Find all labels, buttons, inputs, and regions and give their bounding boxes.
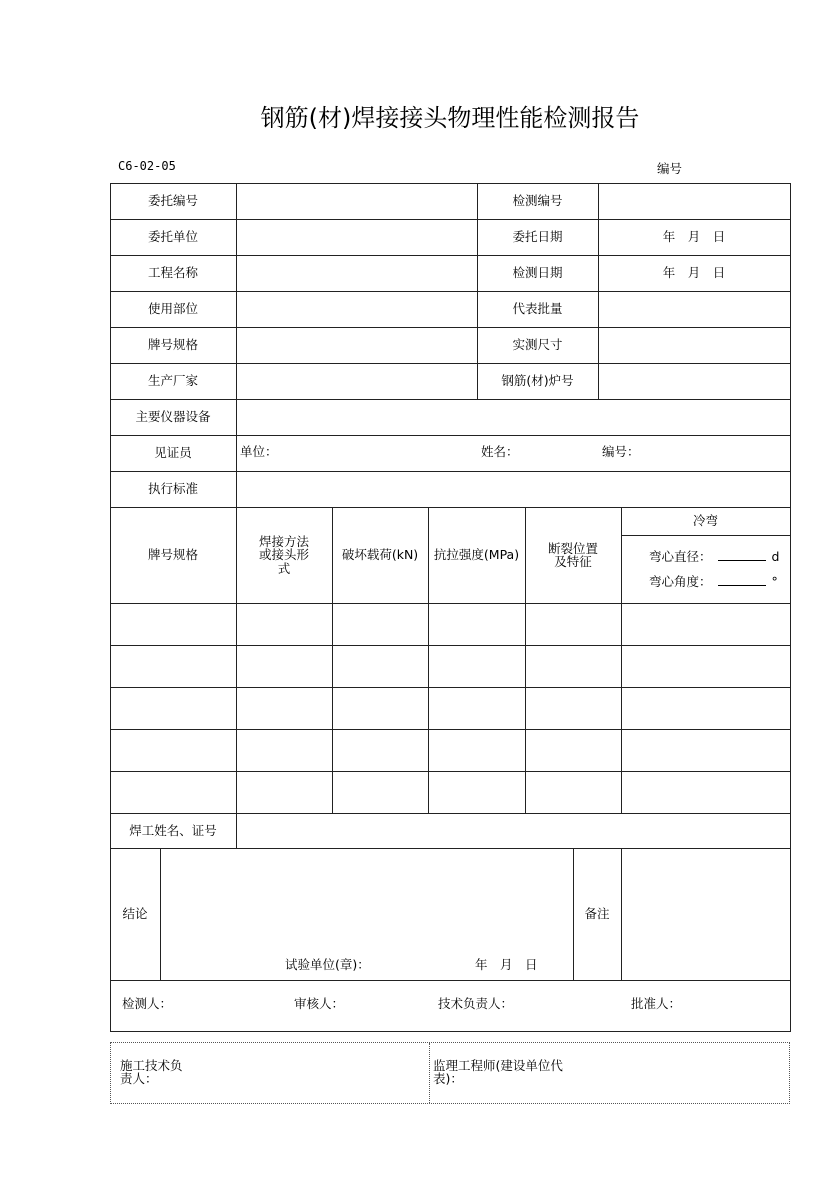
- data-cell[interactable]: [236, 687, 333, 730]
- field-label: 检测日期: [477, 255, 599, 292]
- welder-input[interactable]: [236, 813, 791, 849]
- field-input[interactable]: [236, 363, 478, 400]
- signature-tester: 检测人：: [122, 996, 173, 1011]
- field-value[interactable]: [598, 363, 791, 400]
- field-input[interactable]: [236, 183, 478, 220]
- field-label: 实测尺寸: [477, 327, 599, 364]
- data-cell[interactable]: [110, 645, 237, 688]
- standard-input[interactable]: [236, 471, 791, 508]
- header-method: 焊接方法或接头形式: [236, 507, 333, 604]
- data-cell[interactable]: [428, 645, 526, 688]
- signature-tech: 技术负责人：: [438, 996, 514, 1011]
- data-cell[interactable]: [332, 771, 429, 814]
- remarks-input[interactable]: [621, 848, 791, 981]
- field-value[interactable]: [598, 291, 791, 328]
- witness-label: 见证员: [110, 435, 237, 472]
- data-cell[interactable]: [525, 771, 622, 814]
- conclusion-input[interactable]: [160, 848, 574, 981]
- equipment-label: 主要仪器设备: [110, 399, 237, 436]
- bend-angle-input[interactable]: [718, 575, 766, 586]
- data-cell[interactable]: [236, 771, 333, 814]
- data-cell[interactable]: [525, 645, 622, 688]
- data-cell[interactable]: [621, 603, 791, 646]
- data-cell[interactable]: [621, 645, 791, 688]
- data-cell[interactable]: [525, 687, 622, 730]
- bend-angle-unit: °: [771, 574, 778, 589]
- test-unit-label: 试验单位(章)：: [285, 957, 370, 972]
- field-input[interactable]: [236, 327, 478, 364]
- data-cell[interactable]: [110, 687, 237, 730]
- header-cold-bend: 冷弯: [621, 507, 791, 536]
- standard-label: 执行标准: [110, 471, 237, 508]
- construction-signature: 施工技术负责人：: [120, 1058, 183, 1087]
- data-cell[interactable]: [236, 729, 333, 772]
- header-fracture: 断裂位置及特征: [525, 507, 622, 604]
- data-cell[interactable]: [525, 729, 622, 772]
- bend-diameter-unit: d: [771, 548, 780, 564]
- cold-bend-params: [621, 535, 791, 604]
- witness-row: [236, 435, 791, 472]
- conclusion-date: 年 月 日: [475, 957, 538, 972]
- field-label: 委托日期: [477, 219, 599, 256]
- footer-signatures: [110, 1042, 790, 1104]
- signature-row: [110, 980, 791, 1032]
- field-label: 使用部位: [110, 291, 237, 328]
- field-label: 委托编号: [110, 183, 237, 220]
- data-cell[interactable]: [428, 771, 526, 814]
- header-grade: 牌号规格: [110, 507, 237, 604]
- field-label: 工程名称: [110, 255, 237, 292]
- data-cell[interactable]: [332, 603, 429, 646]
- witness-unit: 单位：: [240, 444, 278, 459]
- witness-name: 姓名：: [481, 444, 519, 459]
- data-cell[interactable]: [621, 687, 791, 730]
- bend-diameter-label: 弯心直径：: [649, 548, 712, 564]
- data-cell[interactable]: [236, 645, 333, 688]
- field-value[interactable]: 年 月 日: [598, 219, 791, 256]
- bend-diameter-input[interactable]: [718, 550, 766, 561]
- field-input[interactable]: [236, 219, 478, 256]
- data-cell[interactable]: [332, 645, 429, 688]
- field-value[interactable]: 年 月 日: [598, 255, 791, 292]
- equipment-input[interactable]: [236, 399, 791, 436]
- data-cell[interactable]: [428, 729, 526, 772]
- report-table: [110, 183, 790, 1031]
- field-label: 代表批量: [477, 291, 599, 328]
- field-label: 生产厂家: [110, 363, 237, 400]
- remarks-label: 备注: [573, 848, 622, 981]
- data-cell[interactable]: [110, 603, 237, 646]
- data-cell[interactable]: [621, 729, 791, 772]
- field-value[interactable]: [598, 183, 791, 220]
- data-cell[interactable]: [428, 687, 526, 730]
- form-code: C6-02-05: [118, 159, 176, 173]
- page-title: 钢筋(材)焊接接头物理性能检测报告: [260, 104, 640, 132]
- data-cell[interactable]: [110, 771, 237, 814]
- header-load: 破坏载荷(kN): [332, 507, 429, 604]
- bend-angle-label: 弯心角度：: [649, 574, 712, 589]
- field-label: 牌号规格: [110, 327, 237, 364]
- witness-number: 编号：: [602, 444, 640, 459]
- field-label: 钢筋(材)炉号: [477, 363, 599, 400]
- data-cell[interactable]: [332, 729, 429, 772]
- signature-approver: 批准人：: [631, 996, 682, 1011]
- data-cell[interactable]: [332, 687, 429, 730]
- data-cell[interactable]: [236, 603, 333, 646]
- welder-label: 焊工姓名、证号: [110, 813, 237, 849]
- signature-reviewer: 审核人：: [294, 996, 345, 1011]
- data-cell[interactable]: [525, 603, 622, 646]
- field-input[interactable]: [236, 291, 478, 328]
- number-label: 编号: [657, 161, 683, 176]
- conclusion-label: 结论: [110, 848, 161, 981]
- header-strength: 抗拉强度(MPa): [428, 507, 526, 604]
- field-input[interactable]: [236, 255, 478, 292]
- data-cell[interactable]: [110, 729, 237, 772]
- field-label: 委托单位: [110, 219, 237, 256]
- data-cell[interactable]: [621, 771, 791, 814]
- field-label: 检测编号: [477, 183, 599, 220]
- field-value[interactable]: [598, 327, 791, 364]
- data-cell[interactable]: [428, 603, 526, 646]
- supervisor-signature: 监理工程师(建设单位代表)：: [433, 1058, 563, 1087]
